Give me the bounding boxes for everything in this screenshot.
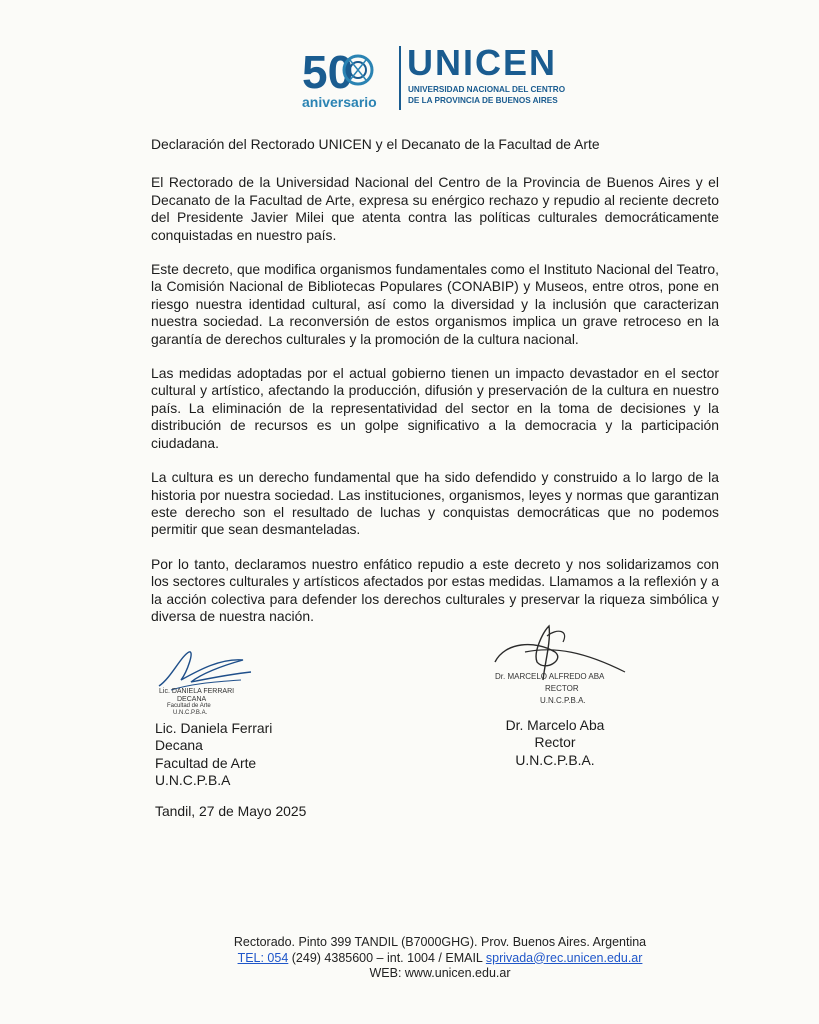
footer-contact	[160, 951, 720, 967]
signature-decana	[151, 648, 261, 718]
document-date: Tandil, 27 de Mayo 2025	[155, 803, 307, 819]
paragraph-5: Por lo tanto, declaramos nuestro enfático repudio a este decreto y nos solidarizamos con los sectores culturales y artísticos afectados por estas medidas. Llamamos a la reflexión y a la acción colectiva para defender los derechos culturales y preservar la riqueza simbólica y diversa de nuestra nación.	[151, 555, 719, 624]
anniversary-label: aniversario	[302, 94, 377, 110]
signatory-right-name: Dr. Marcelo Aba	[505, 717, 605, 733]
signatory-right-role: Rector	[534, 734, 576, 751]
stamp-left-line1: Lic. DANIELA FERRARI	[159, 688, 235, 695]
signatory-left	[155, 720, 272, 790]
signatory-left-name: Lic. Daniela Ferrari	[155, 720, 273, 736]
brand-name: UNICEN	[407, 42, 558, 83]
paragraph-1: El Rectorado de la Universidad Nacional del Centro de la Provincia de Buenos Aires y el Decanato de la Facultad de Arte, expresa su enérgico rechazo y repudio al reciente decreto del Presidente Javier Milei que atenta contra las políticas culturales democráticamente conquistadas en nuestro país.	[151, 174, 719, 243]
unicen-logo	[300, 42, 570, 114]
stamp-right-line1: Dr. MARCELO ALFREDO ABA	[495, 672, 605, 681]
stamp-left-line2: DECANA	[177, 696, 207, 703]
signatory-right	[505, 717, 605, 769]
document-title: Declaración del Rectorado UNICEN y el Decanato de la Facultad de Arte	[151, 136, 600, 152]
signatory-left-unit: Facultad de Arte	[155, 754, 257, 771]
signatory-left-institution: U.N.C.P.B.A	[155, 772, 231, 789]
footer-web: WEB: www.unicen.edu.ar	[369, 966, 511, 980]
stamp-right-line2: RECTOR	[545, 684, 579, 693]
logo-divider	[399, 46, 401, 110]
footer-address: Rectorado. Pinto 399 TANDIL (B7000GHG). Prov. Buenos Aires. Argentina	[233, 935, 647, 949]
footer	[160, 935, 720, 982]
stamp-left-line3: Facultad de Arte	[167, 703, 211, 709]
emblem-number: 50	[302, 46, 354, 98]
stamp-left-line4: U.N.C.P.B.A.	[173, 710, 208, 716]
signature-rector	[485, 622, 645, 717]
brand-subtitle-line1: UNIVERSIDAD NACIONAL DEL CENTRO	[408, 85, 566, 94]
paragraph-4: La cultura es un derecho fundamental que ha sido defendido y construido a lo largo de la historia por nuestra sociedad. Las instituciones, organismos, leyes y normas que garantizan este derecho son el resultado de luchas y conquistas democráticas que no podemos permitir que sean desmanteladas.	[151, 469, 719, 538]
footer-contact-text: (249) 4385600 – int. 1004 / EMAIL	[288, 950, 486, 965]
paragraph-2: Este decreto, que modifica organismos fundamentales como el Instituto Nacional del Teatro, la Comisión Nacional de Bibliotecas Populares (CONABIP) y Museos, entre otros, pone en riesgo nuestra identidad cultural, así como la diversidad y la inclusión que caracterizan nuestra sociedad. La reconversión de estos organismos implica un grave retroceso en la garantía de derechos culturales y la promoción de la cultura nacional.	[151, 261, 719, 347]
signatory-right-institution: U.N.C.P.B.A.	[515, 751, 595, 768]
declaration-body	[151, 136, 719, 642]
paragraph-3: Las medidas adoptadas por el actual gobierno tienen un impacto devastador en el sector cultural y artístico, afectando la producción, difusión y preservación de la cultura en nuestro país. La eliminación de la representatividad del sector en la toma de decisiones y la distribución de recursos es un golpe significativo a la democracia y la participación ciudadana.	[151, 365, 719, 451]
brand-subtitle-line2: DE LA PROVINCIA DE BUENOS AIRES	[408, 96, 558, 105]
email-link[interactable]: sprivada@rec.unicen.edu.ar	[485, 950, 643, 965]
stamp-right-line3: U.N.C.P.B.A.	[540, 696, 586, 705]
phone-link[interactable]: TEL: 054	[237, 950, 289, 965]
signatory-left-role: Decana	[155, 737, 203, 754]
